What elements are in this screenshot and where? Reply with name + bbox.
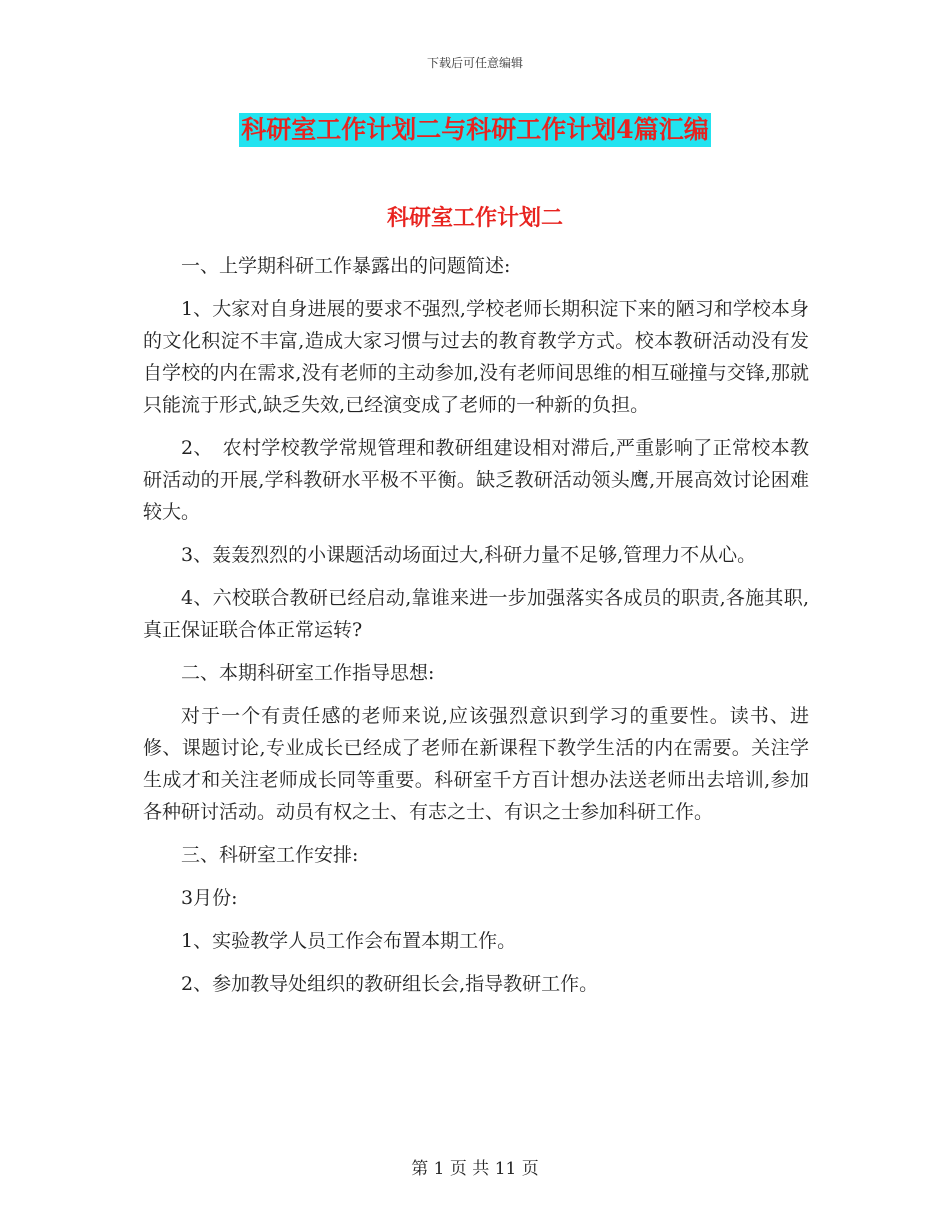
- document-title-wrap: [0, 113, 950, 147]
- document-title: 科研室工作计划二与科研工作计划4篇汇编: [239, 113, 710, 147]
- page-number: 第 1 页 共 11 页: [411, 1159, 539, 1179]
- section-title: 科研室工作计划二: [386, 205, 563, 231]
- paragraph: 4、六校联合教研已经启动,靠谁来进一步加强落实各成员的职责,各施其职,真正保证联合体正常运转?: [143, 587, 809, 641]
- paragraph: 对于一个有责任感的老师来说,应该强烈意识到学习的重要性。读书、进修、课题讨论,专业成长已经成了老师在新课程下教学生活的内在需要。关注学生成才和关注老师成长同等重要。科研室千方百计想办法送老师出去培训,参加各种研讨活动。动员有权之士、有志之士、有识之士参加科研工作。: [143, 705, 809, 823]
- document-body: [143, 250, 809, 1011]
- paragraph-heading-1: 一、上学期科研工作暴露出的问题简述:: [181, 255, 511, 277]
- paragraph: 2、参加教导处组织的教研组长会,指导教研工作。: [181, 973, 599, 995]
- paragraph-heading-3: 三、科研室工作安排:: [181, 844, 359, 866]
- paragraph: 1、大家对自身进展的要求不强烈,学校老师长期积淀下来的陋习和学校本身的文化积淀不丰富,造成大家习惯与过去的教育教学方式。校本教研活动没有发自学校的内在需求,没有老师的主动参加,没有老师间思维的相互碰撞与交锋,那就只能流于形式,缺乏失效,已经演变成了老师的一种新的负担。: [143, 298, 809, 416]
- paragraph-month: 3月份:: [181, 887, 238, 909]
- paragraph: 1、实验教学人员工作会布置本期工作。: [181, 930, 517, 952]
- paragraph: 2、 农村学校教学常规管理和教研组建设相对滞后,严重影响了正常校本教研活动的开展,学科教研水平极不平衡。缺乏教研活动领头鹰,开展高效讨论困难较大。: [143, 437, 809, 523]
- paragraph-heading-2: 二、本期科研室工作指导思想:: [181, 662, 435, 684]
- header-note: 下载后可任意编辑: [426, 56, 523, 70]
- paragraph: 3、轰轰烈烈的小课题活动场面过大,科研力量不足够,管理力不从心。: [181, 544, 757, 566]
